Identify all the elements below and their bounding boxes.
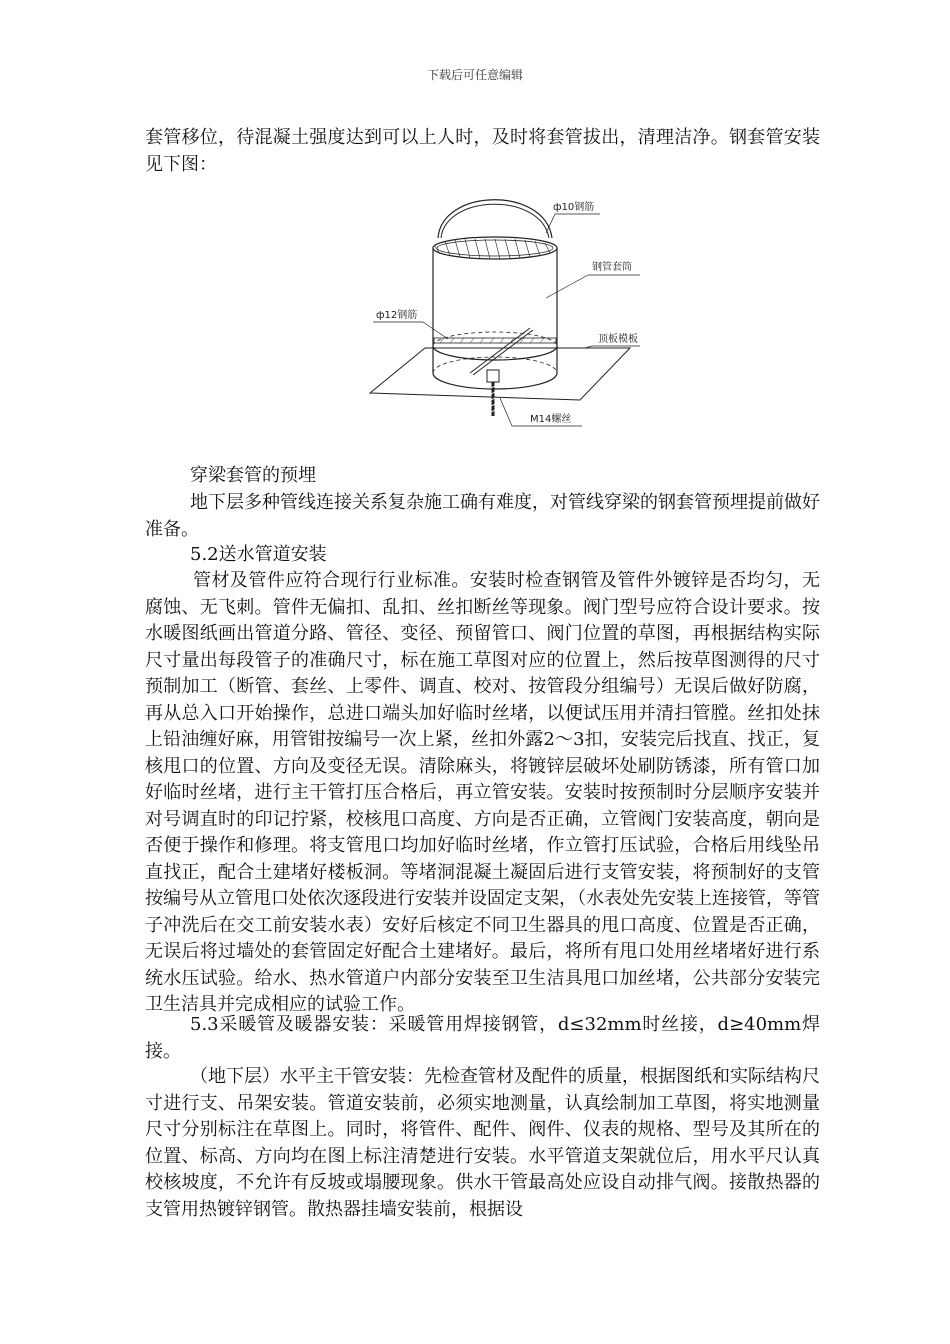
- steel-sleeve-figure: [360, 188, 660, 433]
- figure-caption: 穿梁套管的预埋: [190, 465, 316, 486]
- label-sleeve: 钢管套筒: [592, 262, 632, 273]
- intro-paragraph: 套管移位，待混凝土强度达到可以上人时，及时将套管拔出，清理洁净。钢套管安装见下图：: [145, 127, 820, 175]
- section-5-2-paragraph: 管材及管件应符合现行行业标准。安装时检查钢管及管件外镀锌是否均匀，无腐蚀、无飞刺。管件无偏扣、乱扣、丝扣断丝等现象。阀门型号应符合设计要求。按水暖图纸画出管道分路、管径、变径、预留管口、阀门位置的草图，再根据结构实际尺寸量出每段管子的准确尺寸，标在施工草图对应的位置上，然后按草图测得的尺寸预制加工（断管、套丝、上零件、调直、校对、按管段分组编号）无误后做好防腐，再从总入口开始操作，总进口端头加好临时丝堵，以便试压用并清扫管膛。丝扣处抹上铅油缠好麻，用管钳按编号一次上紧，丝扣外露2～3扣，安装完后找直、找正，复核甩口的位置、方向及变径无误。清除麻头，将镀锌层破坏处刷防锈漆，所有管口加好临时丝堵，进行主干管打压合格后，再立管安装。安装时按预制时分层顺序安装并对号调直时的印记拧紧，校核甩口高度、方向是否正确，立管阀门安装高度，朝向是否便于操作和修理。将支管甩口均加好临时丝堵，作立管打压试验，合格后用线坠吊直找正，配合土建堵好楼板洞。等堵洞混凝土凝固后进行支管安装，将预制好的支管按编号从立管甩口处依次逐段进行安装并设固定支架，（水表处先安装上连接管，等管子冲洗后在交工前安装水表）安好后核定不同卫生器具的甩口高度、位置是否正确，无误后将过墙处的套管固定好配合土建堵好。最后，将所有甩口处用丝堵堵好进行系统水压试验。给水、热水管道户内部分安装至卫生洁具甩口加丝堵，公共部分安装完卫生洁具并完成相应的试验工作。: [145, 570, 820, 1015]
- handle-rebar: [438, 200, 552, 238]
- label-phi12: ф12钢筋: [376, 310, 418, 321]
- beam-paragraph: 地下层多种管线连接关系复杂施工确有难度，对管线穿梁的钢套管预埋提前做好准备。: [145, 492, 820, 540]
- section-5-2-heading: 5.2送水管道安装: [190, 544, 327, 565]
- formwork-plate: [370, 348, 630, 400]
- label-formwork: 顶板模板: [598, 334, 638, 345]
- page-header: 下载后可任意编辑: [426, 68, 523, 82]
- label-phi10: ф10钢筋: [553, 202, 595, 213]
- label-m14: M14螺丝: [530, 414, 572, 425]
- basement-paragraph: （地下层）水平主干管安装：先检查管材及配件的质量，根据图纸和实际结构尺寸进行支、吊架安装。管道安装前，必须实地测量，认真绘制加工草图，将实地测量尺寸分别标注在草图上。同时，将管件、配件、阀件、仪表的规格、型号及其所在的位置、标高、方向均在图上标注清楚进行安装。水平管道支架就位后，用水平尺认真校核坡度，不允许有反坡或塌腰现象。供水干管最高处应设自动排气阀。接散热器的支管用热镀锌钢管。散热器挂墙安装前，根据设: [145, 1066, 820, 1220]
- section-5-3-paragraph: 5.3采暖管及暖器安装：采暖管用焊接钢管，d≤32mm时丝接，d≥40mm焊接。: [145, 1014, 820, 1062]
